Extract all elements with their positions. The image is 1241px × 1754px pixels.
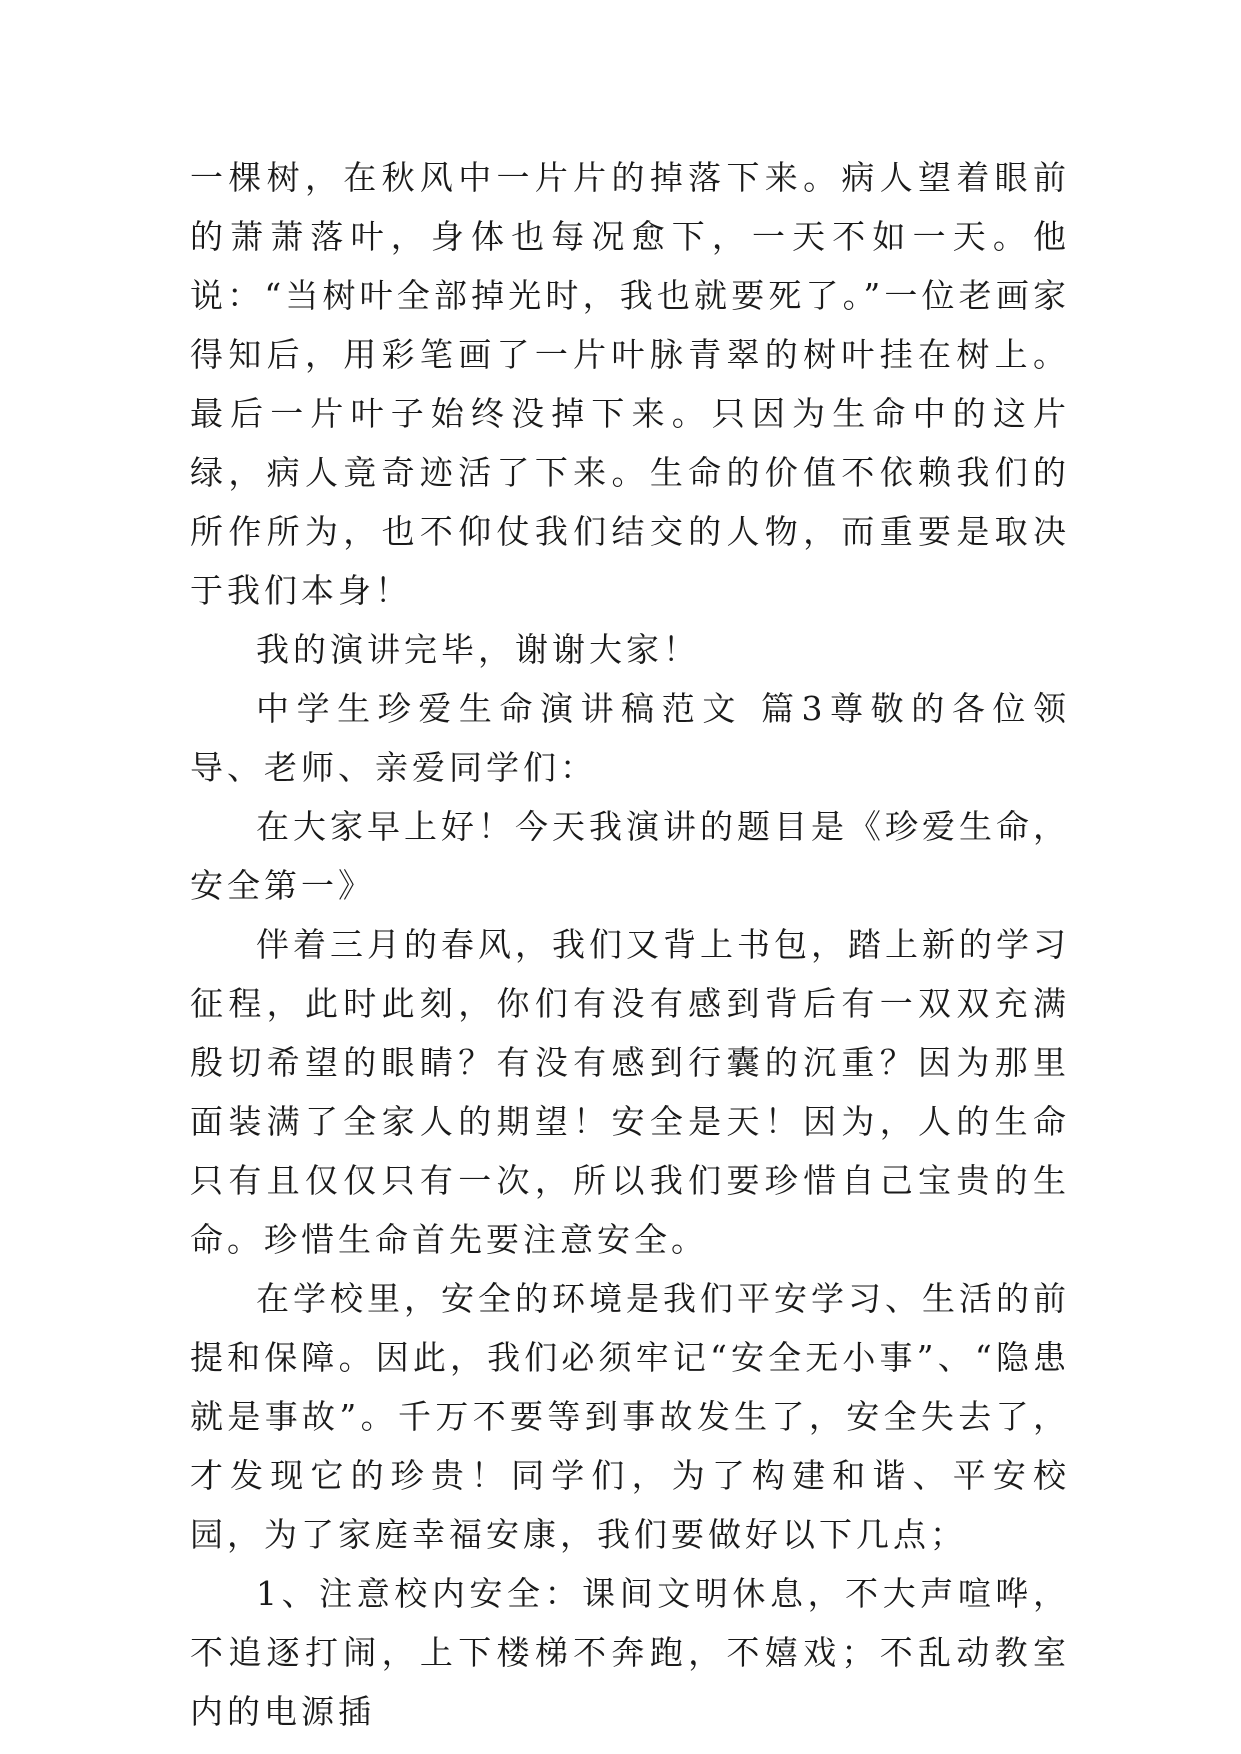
paragraph-leaf-story: 一棵树，在秋风中一片片的掉落下来。病人望着眼前的萧萧落叶，身体也每况愈下，一天不如一天。他说：“当树叶全部掉光时，我也就要死了。”一位老画家得知后，用彩笔画了一片叶脉青翠的树叶挂在树上。最后一片叶子始终没掉下来。只因为生命中的这片绿，病人竟奇迹活了下来。生命的价值不依赖我们的所作所为，也不仰仗我们结交的人物，而重要是取决于我们本身！ — [190, 158, 1070, 610]
paragraph-school-safety: 在学校里，安全的环境是我们平安学习、生活的前提和保障。因此，我们必须牢记“安全无小事”、“隐患就是事故”。千万不要等到事故发生了，安全失去了，才发现它的珍贵！同学们，为了构建和谐、平安校园，为了家庭幸福安康，我们要做好以下几点； — [190, 1279, 1070, 1554]
paragraph-spring-wind: 伴着三月的春风，我们又背上书包，踏上新的学习征程，此时此刻，你们有没有感到背后有一双双充满殷切希望的眼睛？有没有感到行囊的沉重？因为那里面装满了全家人的期望！安全是天！因为，人的生命只有且仅仅只有一次，所以我们要珍惜自己宝贵的生命。珍惜生命首先要注意安全。 — [190, 925, 1070, 1259]
paragraph-speech-3-heading: 中学生珍爱生命演讲稿范文 篇3尊敬的各位领导、老师、亲爱同学们： — [190, 689, 1070, 787]
body-text — [190, 148, 1070, 1741]
paragraph-greeting-title: 在大家早上好！今天我演讲的题目是《珍爱生命，安全第一》 — [190, 807, 1070, 905]
paragraph-point-1: 1、注意校内安全：课间文明休息，不大声喧哗，不追逐打闹，上下楼梯不奔跑，不嬉戏；不乱动教室内的电源插 — [190, 1574, 1070, 1731]
paragraph-closing: 我的演讲完毕，谢谢大家！ — [256, 630, 700, 669]
